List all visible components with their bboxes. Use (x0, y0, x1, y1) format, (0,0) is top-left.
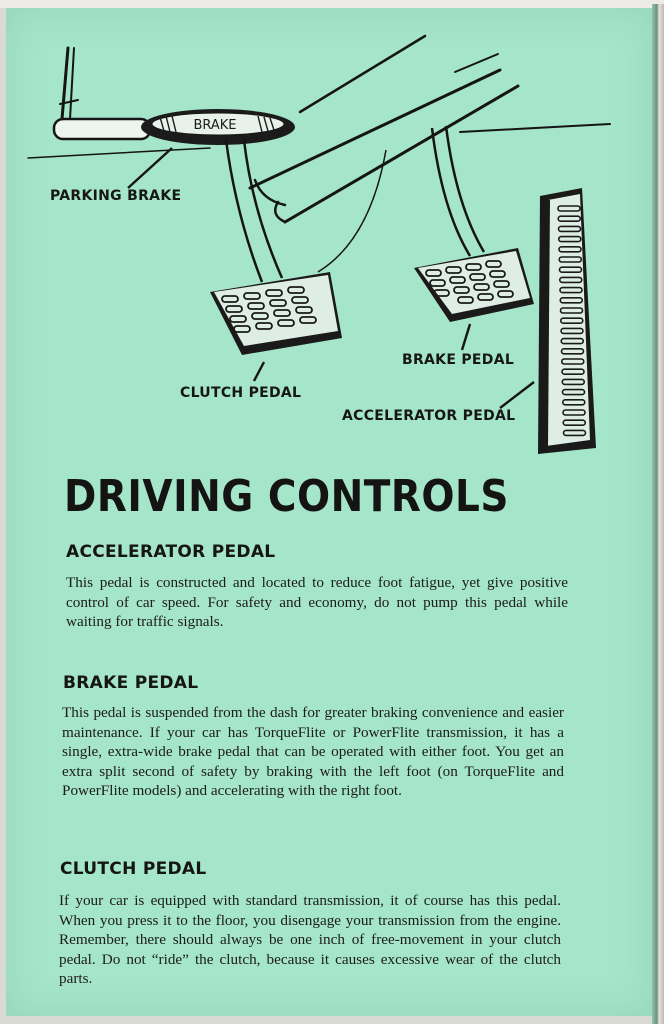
parking-brake-label: PARKING BRAKE (50, 188, 182, 204)
accelerator-pad (538, 188, 596, 454)
accelerator-pedal-label: ACCELERATOR PEDAL (342, 408, 516, 424)
brake-pad (414, 248, 534, 322)
section-body-clutch: If your car is equipped with standard transmission, it of course has this pedal. When you press it to the floor, you disengage your transmission from the engine. Remember, there should always be one inch of free-movement in your clutch pedal. Do not “ride” the clutch, because it causes excessive wear of the clutch parts. (59, 892, 561, 988)
section-heading-accelerator: ACCELERATOR PEDAL (66, 542, 276, 562)
section-body-brake: This pedal is suspended from the dash for greater braking convenience and easier maintenance. If your car has TorqueFlite or PowerFlite transmission, it has a single, extra-wide brake pedal that can be operated with either foot. You get an extra split second of safety by braking with the left foot (on TorqueFlite and PowerFlite models) and accelerating with the right foot. (62, 704, 564, 800)
brake-pedal-label: BRAKE PEDAL (402, 352, 515, 368)
pedals-illustration (0, 0, 664, 470)
clutch-pad (210, 272, 342, 355)
section-heading-clutch: CLUTCH PEDAL (60, 859, 207, 879)
section-body-accelerator: This pedal is constructed and located to reduce foot fatigue, yet give positive control of car speed. For safety and economy, do not pump this pedal while waiting for traffic signals. (66, 574, 568, 631)
section-heading-brake: BRAKE PEDAL (63, 673, 199, 693)
page-title: DRIVING CONTROLS (64, 472, 509, 523)
clutch-pedal-label: CLUTCH PEDAL (180, 385, 302, 401)
brake-plate-text: BRAKE (193, 118, 237, 133)
